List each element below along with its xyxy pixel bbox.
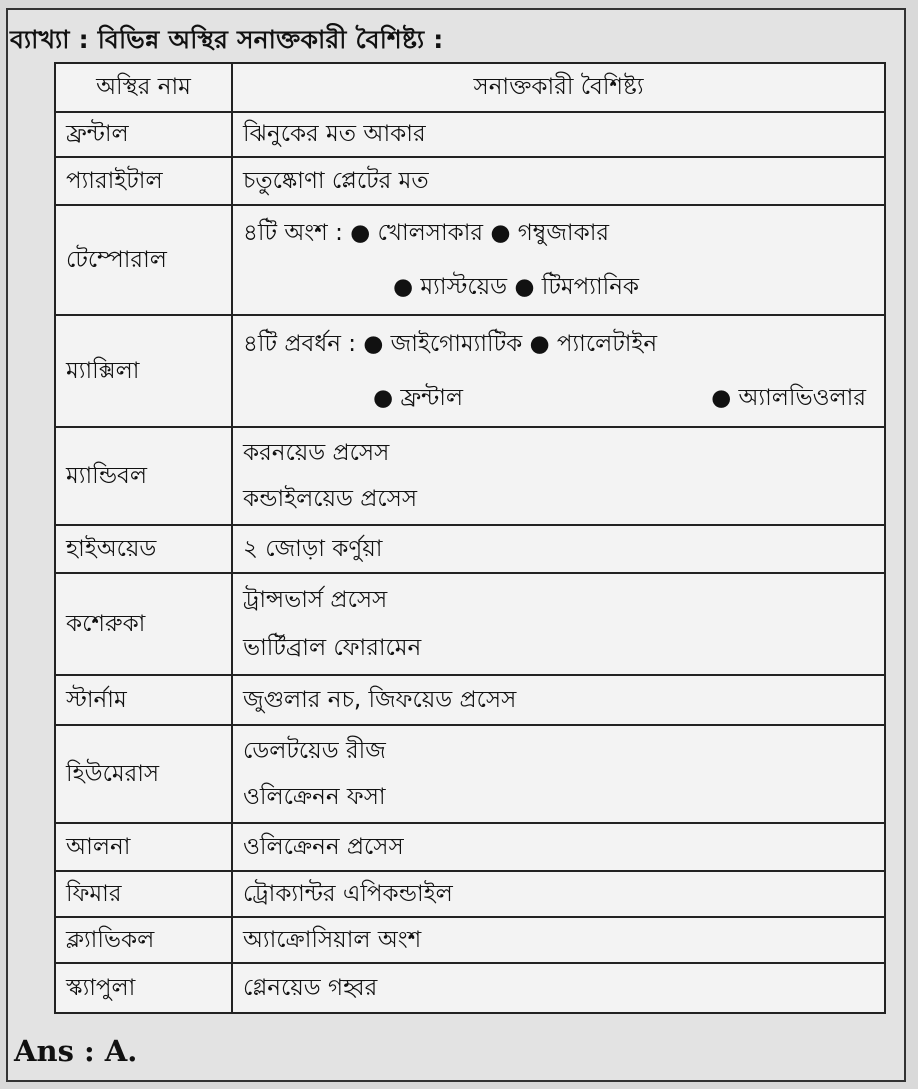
bone-feature: জুগুলার নচ, জিফয়েড প্রসেস <box>232 675 885 725</box>
bone-feature: অ্যাক্রোসিয়াল অংশ <box>232 917 885 963</box>
table-row <box>55 675 885 725</box>
bone-name: স্টার্নাম <box>55 675 232 725</box>
feature-line: ৪টি প্রবর্ধন : ● জাইগোম্যাটিক ● প্যালেটাইন <box>243 331 658 357</box>
feature-line-group <box>243 371 874 425</box>
bone-name: টেম্পোরাল <box>55 205 232 315</box>
column-header-bone-name: অস্থির নাম <box>55 63 232 112</box>
table-row <box>55 963 885 1013</box>
bone-name: প্যারাইটাল <box>55 157 232 205</box>
feature-line: ভার্টিব্রাল ফোরামেন <box>243 635 422 661</box>
feature-line: ডেলটয়েড রীজ <box>243 738 386 764</box>
bone-feature: ঝিনুকের মত আকার <box>232 112 885 157</box>
table-row <box>55 525 885 573</box>
table-row <box>55 573 885 675</box>
feature-line: ট্রান্সভার্স প্রসেস <box>243 587 388 613</box>
bone-name: ফ্রন্টাল <box>55 112 232 157</box>
feature-line: ● ফ্রন্টাল <box>373 385 464 411</box>
bone-feature <box>232 205 885 315</box>
bone-feature: ওলিক্রেনন প্রসেস <box>232 823 885 871</box>
bone-feature: ২ জোড়া কর্ণুয়া <box>232 525 885 573</box>
bone-name: আলনা <box>55 823 232 871</box>
table-row <box>55 871 885 917</box>
bone-name: হাইঅয়েড <box>55 525 232 573</box>
table-row <box>55 315 885 427</box>
table-row <box>55 112 885 157</box>
explanation-heading: ব্যাখ্যা : বিভিন্ন অস্থির সনাক্তকারী বৈশিষ্ট্য : <box>10 25 444 54</box>
bone-feature: গ্লেনয়েড গহ্বর <box>232 963 885 1013</box>
bone-name: ম্যান্ডিবল <box>55 427 232 525</box>
bone-features-table <box>54 62 886 1014</box>
table-row <box>55 427 885 525</box>
feature-line: ৪টি অংশ : ● খোলসাকার ● গম্বুজাকার <box>243 220 610 246</box>
feature-line: ওলিক্রেনন ফসা <box>243 784 386 810</box>
bone-feature <box>232 573 885 675</box>
column-header-features: সনাক্তকারী বৈশিষ্ট্য <box>232 63 885 112</box>
bone-feature <box>232 427 885 525</box>
table-row <box>55 917 885 963</box>
feature-line: কন্ডাইলয়েড প্রসেস <box>243 486 418 512</box>
bone-feature: ট্রোক্যান্টর এপিকন্ডাইল <box>232 871 885 917</box>
feature-line: ● ম্যাস্টয়েড ● টিমপ্যানিক <box>393 274 640 300</box>
bone-name: ফিমার <box>55 871 232 917</box>
feature-line: করনয়েড প্রসেস <box>243 440 390 466</box>
table-row <box>55 205 885 315</box>
bone-feature <box>232 725 885 823</box>
table-row <box>55 725 885 823</box>
bone-feature: চতুষ্কোণা প্লেটের মত <box>232 157 885 205</box>
bone-name: ম্যাক্সিলা <box>55 315 232 427</box>
bone-name: কশেরুকা <box>55 573 232 675</box>
answer-label: Ans : A. <box>14 1034 138 1068</box>
table-row <box>55 157 885 205</box>
table-row <box>55 823 885 871</box>
bone-name: হিউমেরাস <box>55 725 232 823</box>
bone-feature <box>232 315 885 427</box>
bone-name: ক্ল্যাভিকল <box>55 917 232 963</box>
feature-line: ● অ্যালভিওলার <box>711 385 866 411</box>
table-header-row <box>55 63 885 112</box>
bone-name: স্ক্যাপুলা <box>55 963 232 1013</box>
